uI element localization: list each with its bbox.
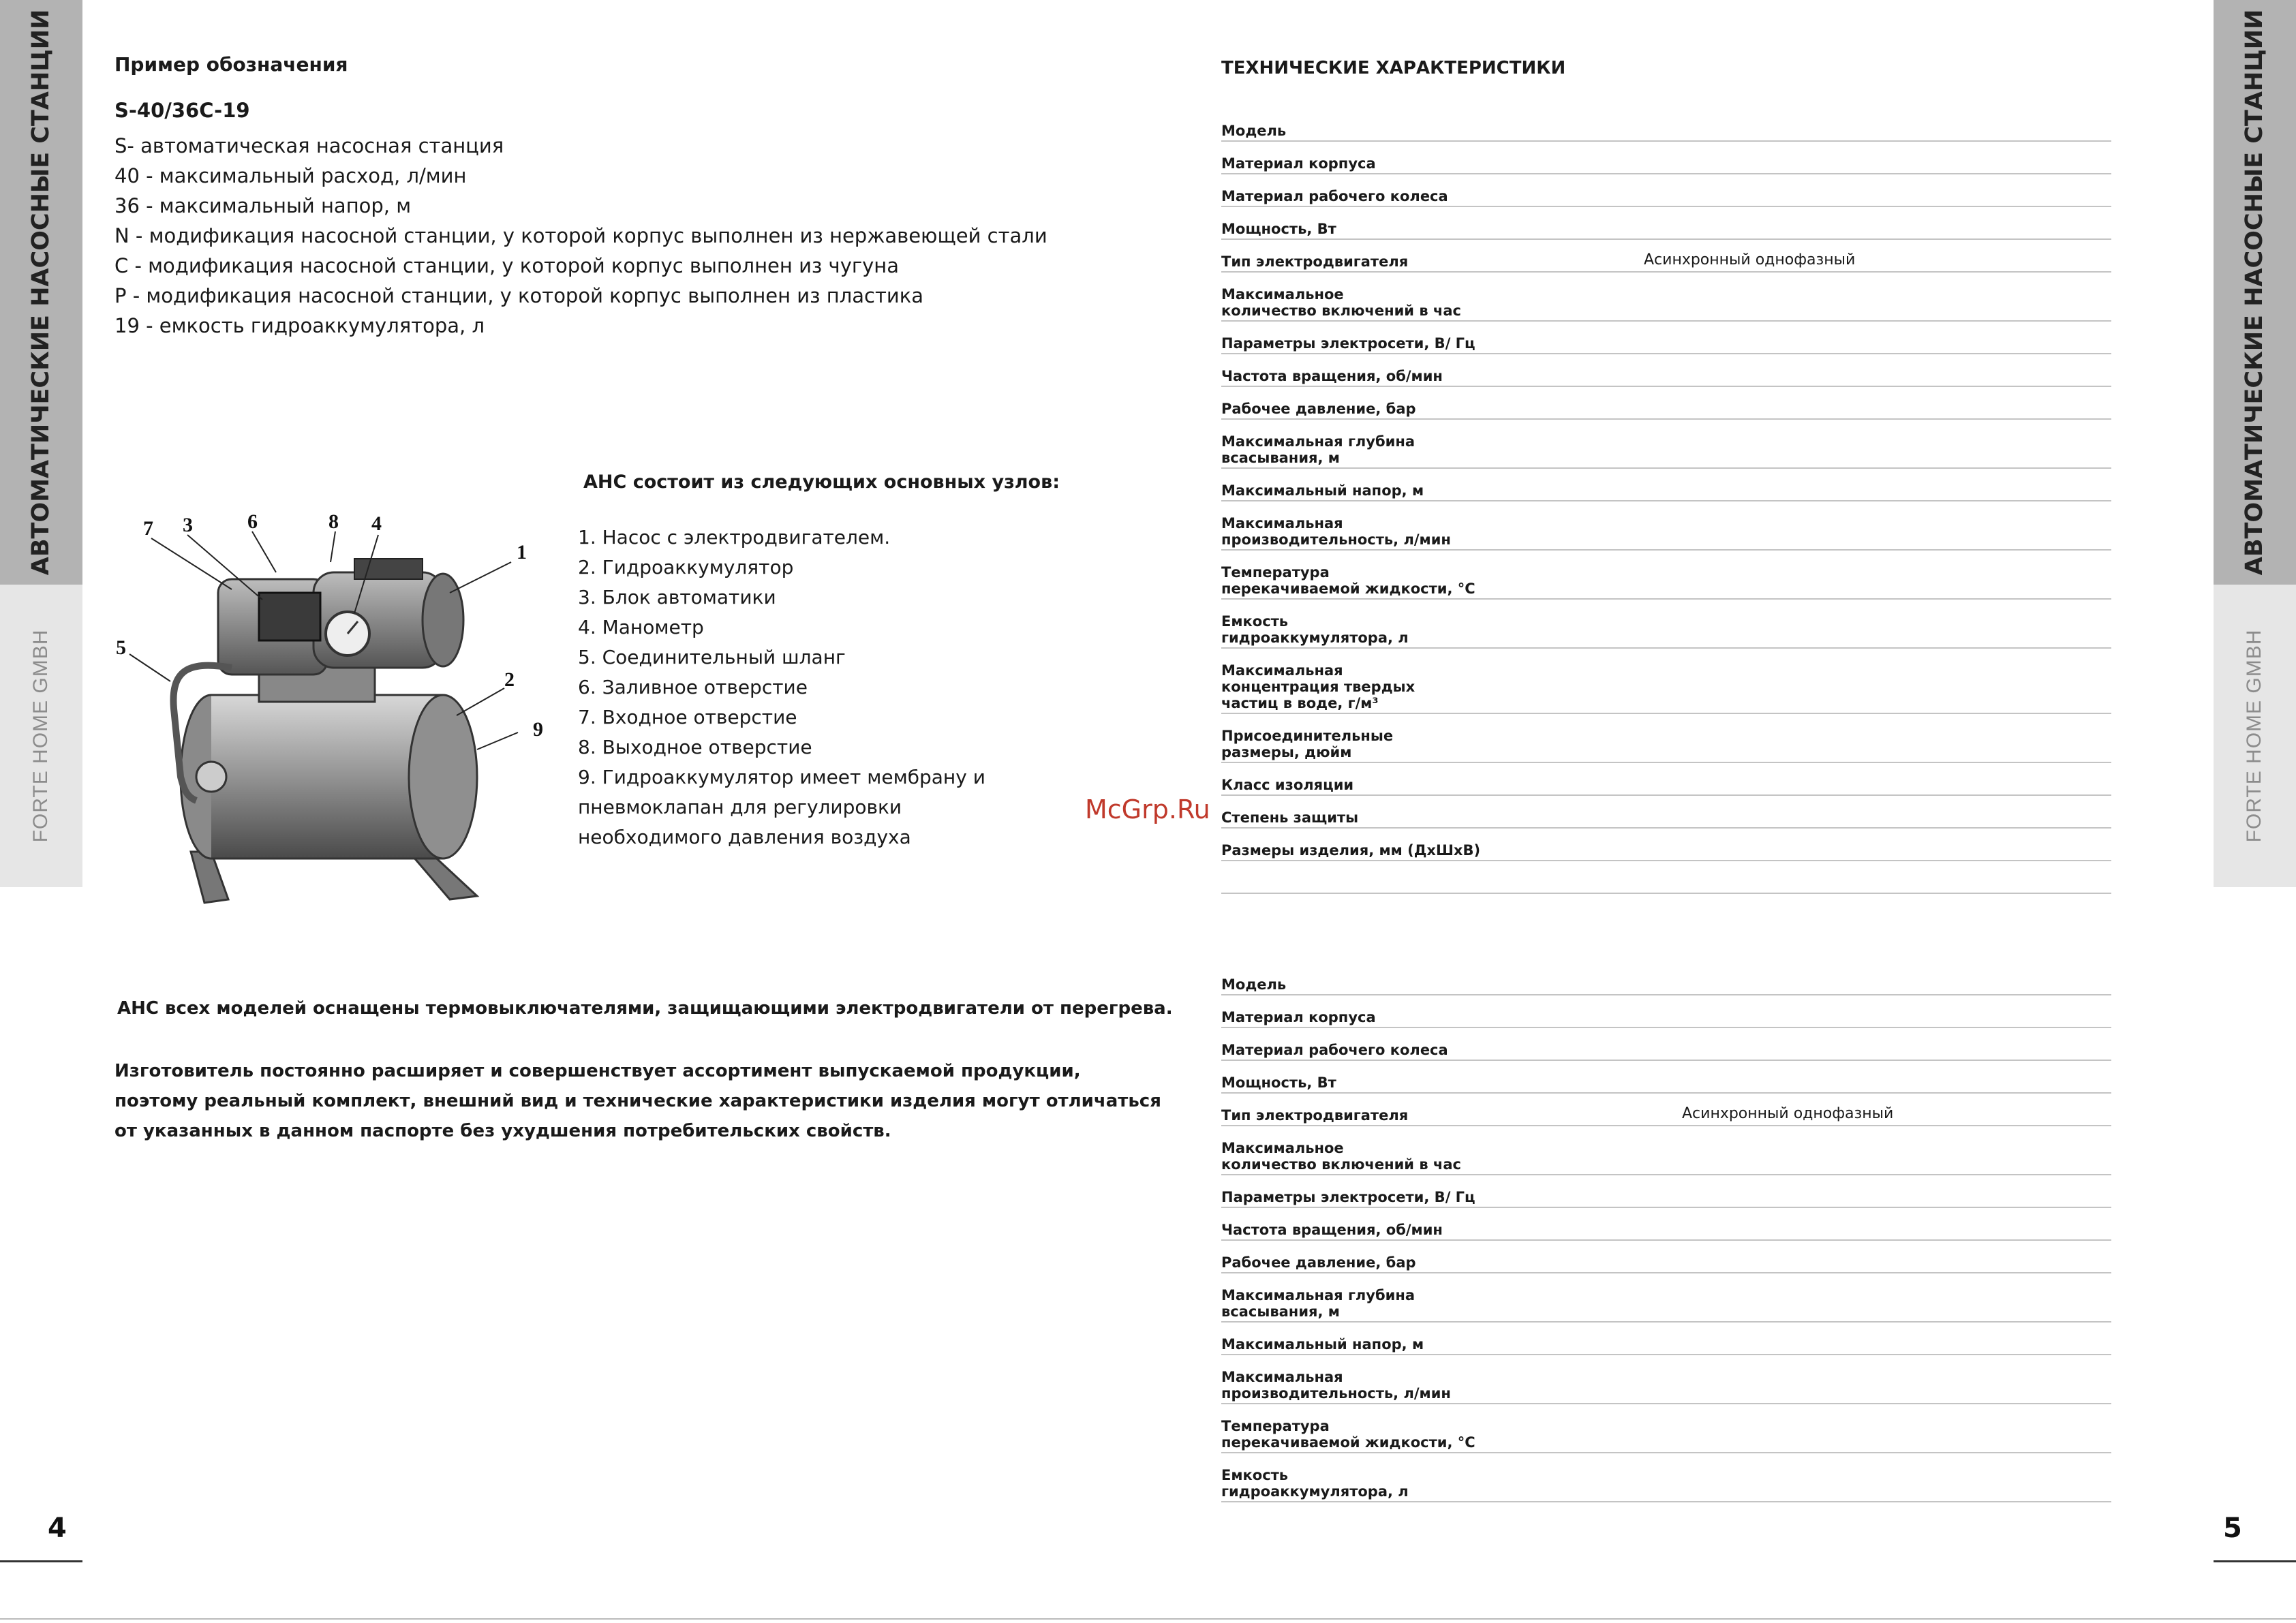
spec-label: Класс изоляции — [1221, 777, 1354, 793]
spec-label: Максимальный напор, м — [1221, 482, 1424, 499]
parts-list — [578, 523, 1028, 852]
spec-row — [1221, 240, 2111, 273]
spec-label: Материал корпуса — [1221, 155, 1376, 172]
spec-label: Максимальная производительность, л/мин — [1221, 515, 1451, 548]
designation-line: 40 - максимальный расход, л/мин — [114, 164, 467, 187]
spec-label: Емкость гидроаккумулятора, л — [1221, 613, 1409, 646]
designation-list — [114, 131, 1047, 341]
parts-item: 3. Блок автоматики — [578, 586, 776, 608]
spec-row — [1221, 1061, 2111, 1094]
spec-row — [1221, 322, 2111, 354]
parts-item: 9. Гидроаккумулятор имеет мембрану и пневмоклапан для регулировки необходимого давления воздуха — [578, 766, 985, 848]
spec-label: Рабочее давление, бар — [1221, 401, 1416, 417]
spec-row — [1221, 1355, 2111, 1404]
spec-row — [1221, 469, 2111, 501]
spec-label: Максимальное количество включений в час — [1221, 286, 1461, 319]
manufacturer-note-line: от указанных в данном паспорте без ухудшения потребительских свойств. — [114, 1121, 891, 1141]
spec-row — [1221, 600, 2111, 649]
spec-label: Параметры электросети, В/ Гц — [1221, 1189, 1475, 1205]
right-sidebar — [2214, 0, 2296, 887]
pump-station-illustration — [109, 491, 545, 913]
spec-label: Мощность, Вт — [1221, 221, 1336, 237]
spec-value: Асинхронный однофазный — [1682, 1105, 1894, 1122]
spec-label: Рабочее давление, бар — [1221, 1254, 1416, 1271]
parts-item: 4. Манометр — [578, 616, 704, 638]
parts-item: 2. Гидроаккумулятор — [578, 556, 794, 578]
parts-item: 8. Выходное отверстие — [578, 736, 812, 758]
sidebar-brand: FORTE HOME GMBH — [29, 629, 52, 843]
spec-row — [1221, 829, 2111, 861]
sidebar-title: АВТОМАТИЧЕСКИЕ НАСОСНЫЕ СТАНЦИИ — [2241, 9, 2268, 576]
spec-label: Максимальный напор, м — [1221, 1336, 1424, 1352]
spec-label: Частота вращения, об/мин — [1221, 368, 1443, 384]
designation-line: 36 - максимальный напор, м — [114, 194, 412, 217]
sidebar-title: АВТОМАТИЧЕСКИЕ НАСОСНЫЕ СТАНЦИИ — [27, 9, 55, 576]
sidebar-brand: FORTE HOME GMBH — [2243, 629, 2265, 843]
manufacturer-note-line: Изготовитель постоянно расширяет и совершенствует ассортимент выпускаемой продукции, — [114, 1061, 1081, 1081]
spec-row — [1221, 1453, 2111, 1502]
spec-row — [1221, 1404, 2111, 1453]
spec-label: Частота вращения, об/мин — [1221, 1222, 1443, 1238]
spec-label: Модель — [1221, 976, 1287, 993]
page-bottom-rule — [0, 1618, 2296, 1620]
spec-label: Температура перекачиваемой жидкости, °С — [1221, 1418, 1475, 1451]
thermal-protection-note: АНС всех моделей оснащены термовыключателями, защищающими электродвигатели от перегрева. — [117, 998, 1173, 1019]
spec-row — [1221, 109, 2111, 142]
spec-row — [1221, 501, 2111, 551]
spec-label: Температура перекачиваемой жидкости, °С — [1221, 564, 1475, 597]
callout-label: 8 — [328, 510, 339, 533]
spec-row — [1221, 551, 2111, 600]
spec-row — [1221, 649, 2111, 714]
spec-label: Материал корпуса — [1221, 1009, 1376, 1025]
spec-label: Присоединительные размеры, дюйм — [1221, 728, 1394, 760]
page-number-left: 4 — [48, 1513, 67, 1544]
spec-row — [1221, 861, 2111, 894]
watermark: McGrp.Ru — [1085, 794, 1210, 824]
designation-line: S- автоматическая насосная станция — [114, 134, 504, 157]
spec-label: Тип электродвигателя — [1221, 1107, 1409, 1124]
callout-label: 2 — [504, 668, 515, 691]
tank-flange — [196, 762, 226, 792]
parts-item: 5. Соединительный шланг — [578, 646, 846, 668]
spec-row — [1221, 420, 2111, 469]
tank-end-right — [409, 695, 477, 859]
spec-row — [1221, 796, 2111, 829]
spec-label: Материал рабочего колеса — [1221, 1042, 1448, 1058]
control-unit — [259, 593, 320, 640]
designation-code: S-40/36C-19 — [114, 99, 250, 122]
spec-label: Материал рабочего колеса — [1221, 188, 1448, 204]
spec-row — [1221, 1094, 2111, 1126]
spec-row — [1221, 1241, 2111, 1273]
spec-row — [1221, 1208, 2111, 1241]
spec-value: Асинхронный однофазный — [1644, 251, 1856, 268]
spec-label: Степень защиты — [1221, 809, 1359, 826]
parts-item: 1. Насос с электродвигателем. — [578, 526, 891, 548]
spec-row — [1221, 142, 2111, 174]
spec-label: Тип электродвигателя — [1221, 253, 1409, 270]
spec-row — [1221, 1028, 2111, 1061]
spec-row — [1221, 387, 2111, 420]
parts-heading: АНС состоит из следующих основных узлов: — [583, 472, 1060, 493]
spec-label: Мощность, Вт — [1221, 1075, 1336, 1091]
spec-row — [1221, 207, 2111, 240]
spec-label: Параметры электросети, В/ Гц — [1221, 335, 1475, 352]
page-number-rule-left — [0, 1560, 82, 1562]
spec-row — [1221, 1273, 2111, 1323]
spec-label: Модель — [1221, 123, 1287, 139]
spec-label: Максимальная глубина всасывания, м — [1221, 1287, 1415, 1320]
callout-label: 3 — [183, 514, 193, 536]
callout-label: 4 — [371, 512, 382, 535]
spec-row — [1221, 1175, 2111, 1208]
spec-row — [1221, 963, 2111, 995]
callout-label: 1 — [517, 541, 527, 563]
designation-line: N - модификация насосной станции, у которой корпус выполнен из нержавеющей стали — [114, 224, 1047, 247]
callout-label: 5 — [116, 636, 126, 659]
specs-table-1 — [1221, 109, 2111, 894]
spec-label: Максимальное количество включений в час — [1221, 1140, 1461, 1173]
callout-label: 7 — [143, 517, 153, 540]
designation-heading: Пример обозначения — [114, 53, 348, 76]
manufacturer-note-line: поэтому реальный комплект, внешний вид и технические характеристики изделия могут отличаться — [114, 1091, 1161, 1111]
parts-item: 6. Заливное отверстие — [578, 676, 808, 698]
motor-terminal-box — [354, 559, 423, 579]
spec-row — [1221, 354, 2111, 387]
designation-line: 19 - емкость гидроаккумулятора, л — [114, 314, 485, 337]
spec-row — [1221, 273, 2111, 322]
designation-line: P - модификация насосной станции, у которой корпус выполнен из пластика — [114, 284, 924, 307]
spec-row — [1221, 174, 2111, 207]
callout-label: 6 — [247, 510, 258, 533]
spec-label: Максимальная глубина всасывания, м — [1221, 433, 1415, 466]
specs-table-2 — [1221, 963, 2111, 1502]
spec-label: Максимальная производительность, л/мин — [1221, 1369, 1451, 1402]
specs-heading: ТЕХНИЧЕСКИЕ ХАРАКТЕРИСТИКИ — [1221, 58, 1566, 78]
spec-row — [1221, 714, 2111, 763]
spec-row — [1221, 763, 2111, 796]
page-number-right: 5 — [2223, 1513, 2242, 1544]
spec-row — [1221, 1126, 2111, 1175]
callout-label: 9 — [533, 718, 543, 741]
designation-line: C - модификация насосной станции, у которой корпус выполнен из чугуна — [114, 254, 899, 277]
page-number-rule-right — [2214, 1560, 2296, 1562]
parts-item: 7. Входное отверстие — [578, 706, 797, 728]
spec-label: Емкость гидроаккумулятора, л — [1221, 1467, 1409, 1500]
spec-row — [1221, 1323, 2111, 1355]
spec-row — [1221, 995, 2111, 1028]
spec-label: Максимальная концентрация твердых частиц в воде, г/м³ — [1221, 662, 1415, 711]
spec-label: Размеры изделия, мм (ДхШхВ) — [1221, 842, 1481, 859]
left-sidebar — [0, 0, 82, 887]
